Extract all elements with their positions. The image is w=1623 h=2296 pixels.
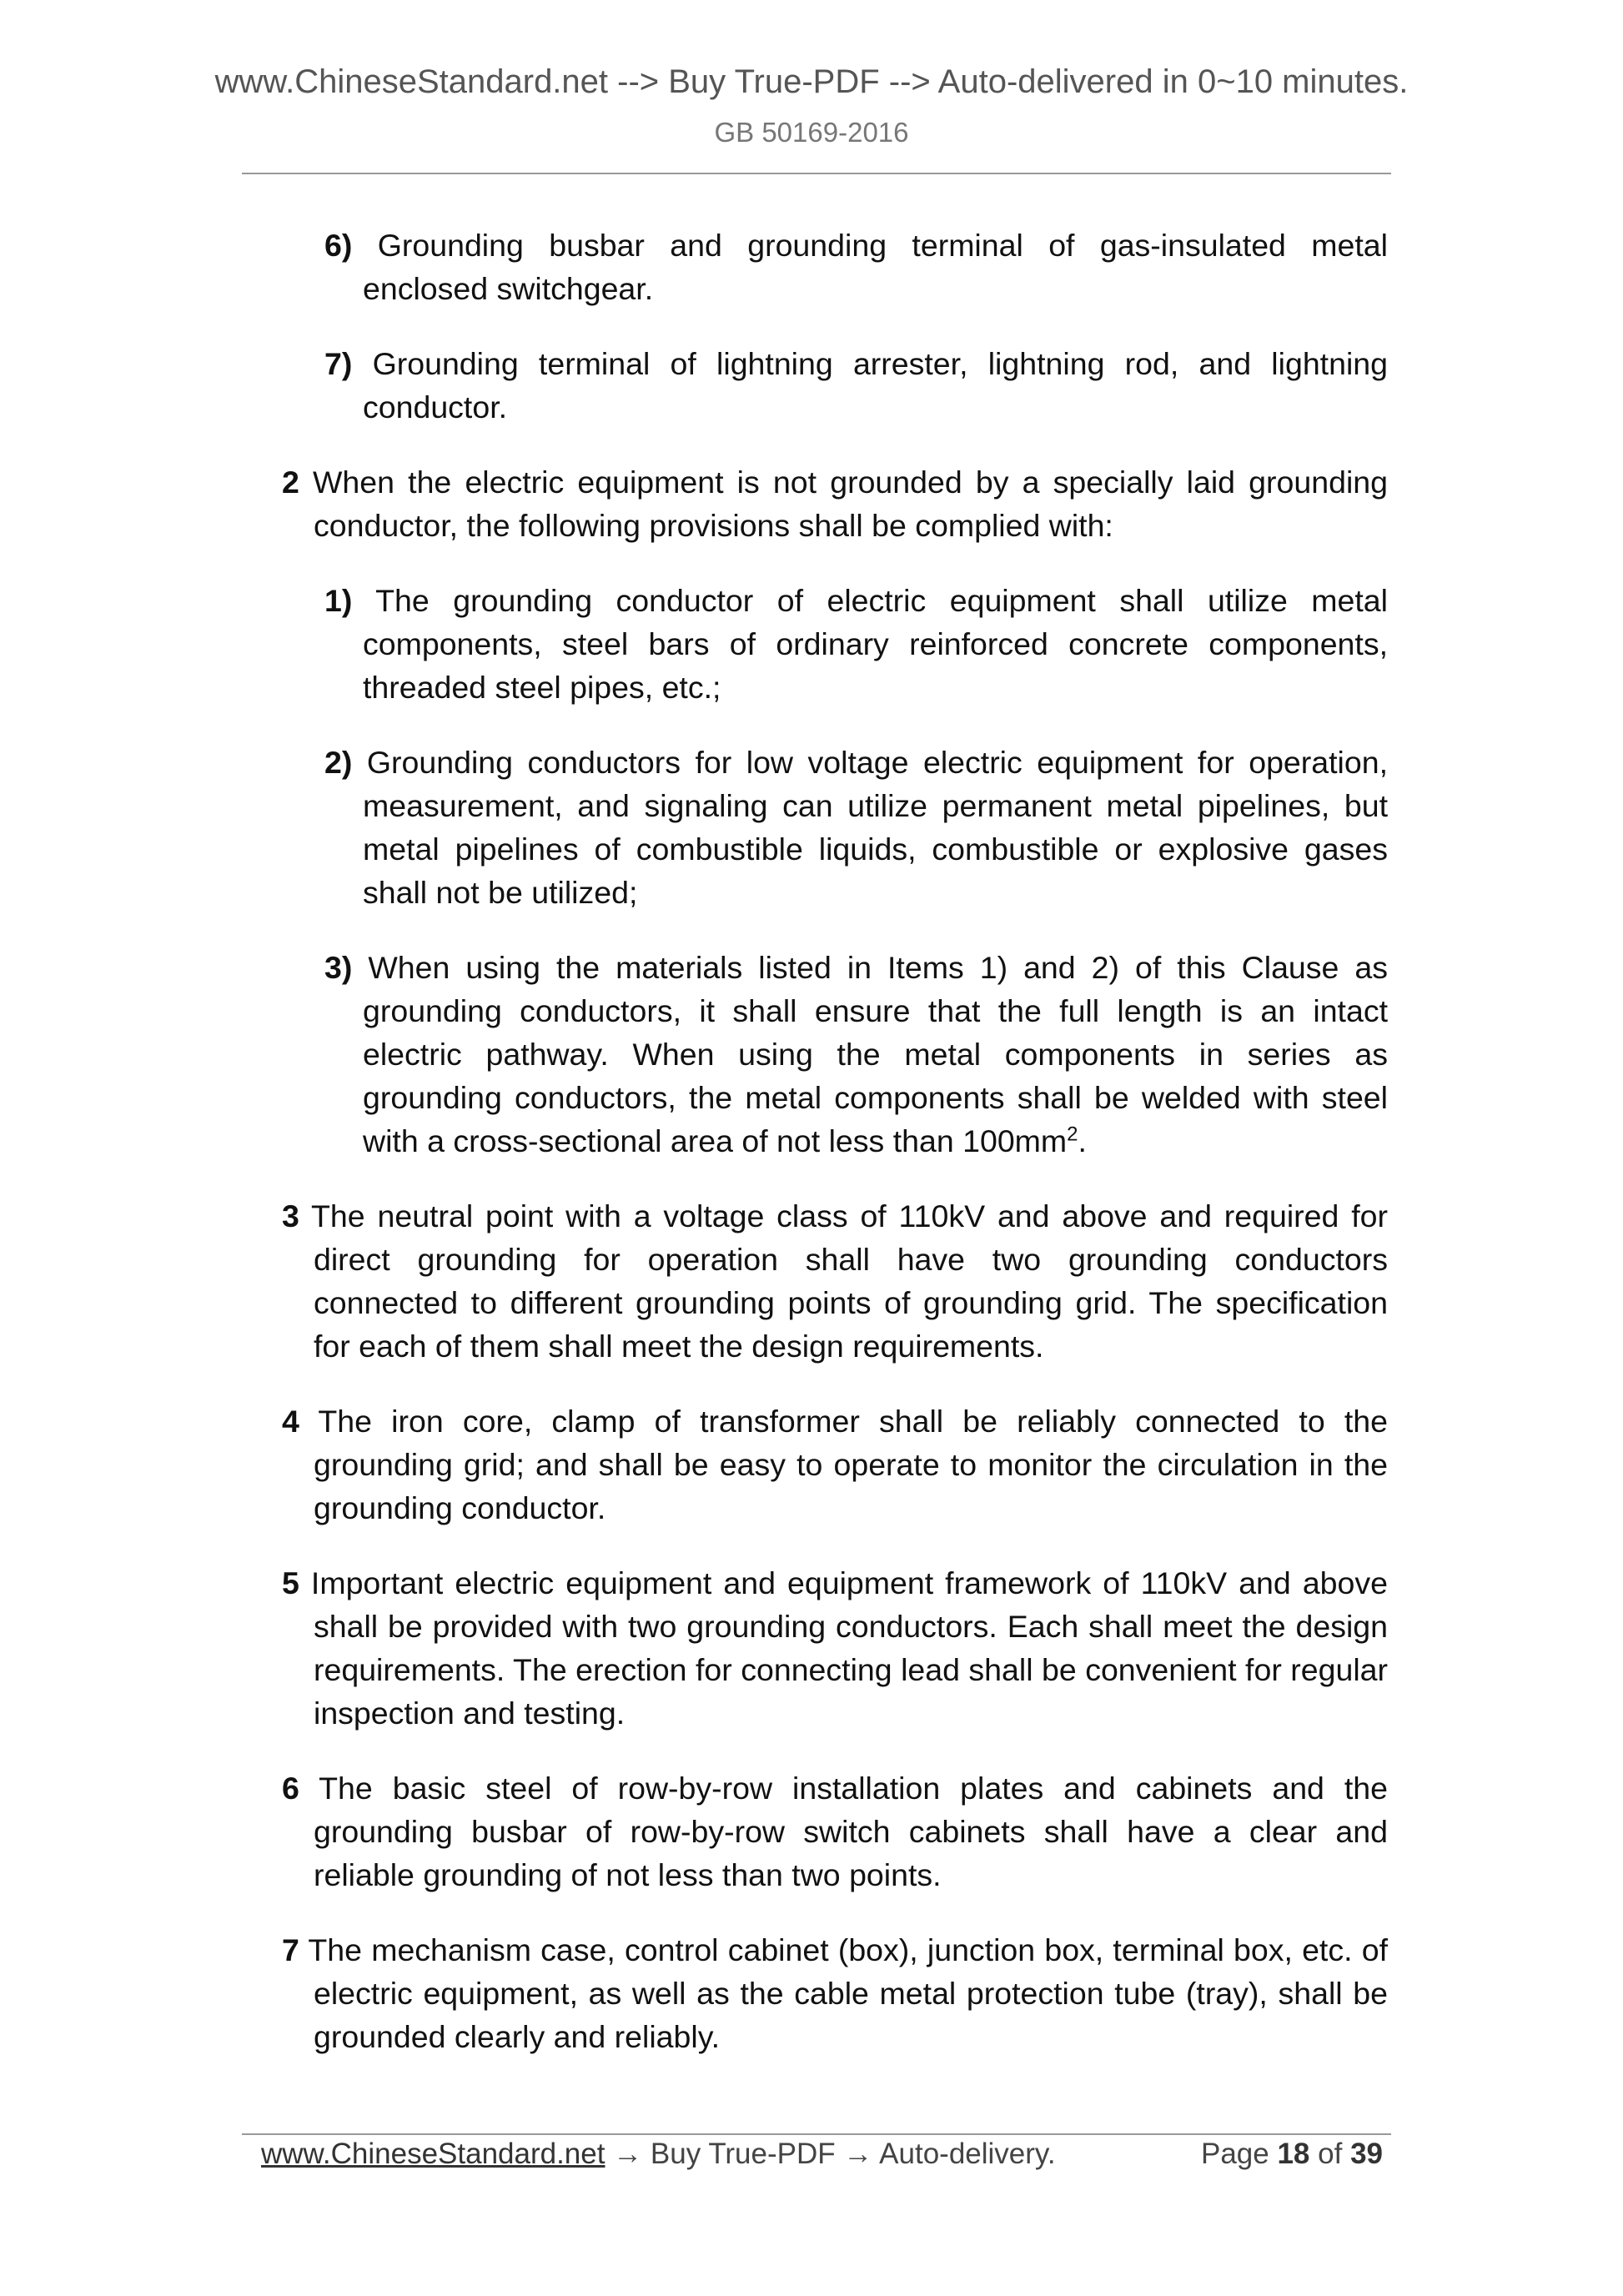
footer-promo-text: → Buy True-PDF → Auto-delivery. [605, 2138, 1056, 2170]
clause-3 [282, 1194, 1388, 1368]
item-text: When using the materials listed in Items 1) and 2) of this Clause as grounding conductors, it shall ensure that the full length is an intact electric pathway. When using the metal components in series as grounding conductors, the metal components shall be welded with steel with a cross-sectional area of not less than 100mm [352, 950, 1388, 1158]
clause-2-item-3 [324, 946, 1388, 1163]
item-number: 3) [324, 950, 353, 985]
document-body [282, 224, 1388, 2090]
clause-2-item-1 [324, 579, 1388, 709]
page-indicator [1201, 2138, 1383, 2171]
clause-text: The iron core, clamp of transformer shall be reliably connected to the grounding grid; and shall be easy to operate to monitor the circulation in the grounding conductor. [299, 1404, 1388, 1525]
clause-text: When the electric equipment is not grounded by a specially laid grounding conductor, the following provisions shall be complied with: [299, 465, 1388, 543]
page-footer [261, 2138, 1383, 2179]
header-divider [242, 173, 1391, 174]
clause-text: The mechanism case, control cabinet (box), junction box, terminal box, etc. of electric equipment, as well as the cable metal protection tube (tray), shall be grounded clearly and reliably. [299, 1932, 1388, 2054]
clause-number: 6 [282, 1771, 299, 1806]
clause-number: 4 [282, 1404, 299, 1439]
item-number: 6) [324, 228, 353, 263]
clause-2 [282, 460, 1388, 547]
footer-promo [261, 2138, 1056, 2171]
item-text-tail: . [1078, 1123, 1087, 1158]
page-label: Page [1200, 2138, 1269, 2170]
clause-number: 3 [282, 1198, 299, 1233]
total-pages: 39 [1350, 2138, 1383, 2170]
item-number: 2) [324, 745, 353, 780]
clause-number: 5 [282, 1565, 299, 1600]
footer-divider [242, 2133, 1391, 2135]
clause-7 [282, 1928, 1388, 2058]
list-item-6 [324, 224, 1388, 310]
clause-2-item-2 [324, 741, 1388, 914]
header-banner: www.ChineseStandard.net --> Buy True-PDF --> Auto-delivered in 0~10 minutes. [214, 63, 1409, 100]
site-link[interactable]: www.ChineseStandard.net [261, 2138, 605, 2170]
current-page: 18 [1277, 2138, 1310, 2170]
standard-number: GB 50169-2016 [714, 117, 909, 148]
clause-text: Important electric equipment and equipment framework of 110kV and above shall be provided with two grounding conductors. Each shall meet the design requirements. The erection for connecting lead shall be convenient for regular inspection and testing. [299, 1565, 1388, 1731]
clause-text: The basic steel of row-by-row installation plates and cabinets and the grounding busbar of row-by-row switch cabinets shall have a clear and reliable grounding of not less than two points. [299, 1771, 1388, 1892]
clause-5 [282, 1561, 1388, 1735]
clause-number: 7 [282, 1932, 299, 1967]
item-text: Grounding conductors for low voltage electric equipment for operation, measurement, and signaling can utilize permanent metal pipelines, but metal pipelines of combustible liquids, combustible or explosive gases shall not be utilized; [352, 745, 1388, 910]
item-text: The grounding conductor of electric equipment shall utilize metal components, steel bars of ordinary reinforced concrete components, threaded steel pipes, etc.; [352, 583, 1388, 705]
item-number: 7) [324, 346, 353, 381]
item-text: Grounding terminal of lightning arrester, lightning rod, and lightning conductor. [352, 346, 1388, 425]
clause-text: The neutral point with a voltage class of 110kV and above and required for direct grounding for operation shall have two grounding conductors connected to different grounding points of grounding grid. The specification for each of them shall meet the design requirements. [299, 1198, 1388, 1364]
item-text: Grounding busbar and grounding terminal of gas-insulated metal enclosed switchgear. [352, 228, 1388, 306]
clause-6 [282, 1766, 1388, 1897]
list-item-7 [324, 342, 1388, 429]
clause-4 [282, 1399, 1388, 1530]
clause-number: 2 [282, 465, 299, 500]
of-label: of [1318, 2138, 1343, 2170]
superscript: 2 [1067, 1123, 1078, 1146]
item-number: 1) [324, 583, 353, 618]
